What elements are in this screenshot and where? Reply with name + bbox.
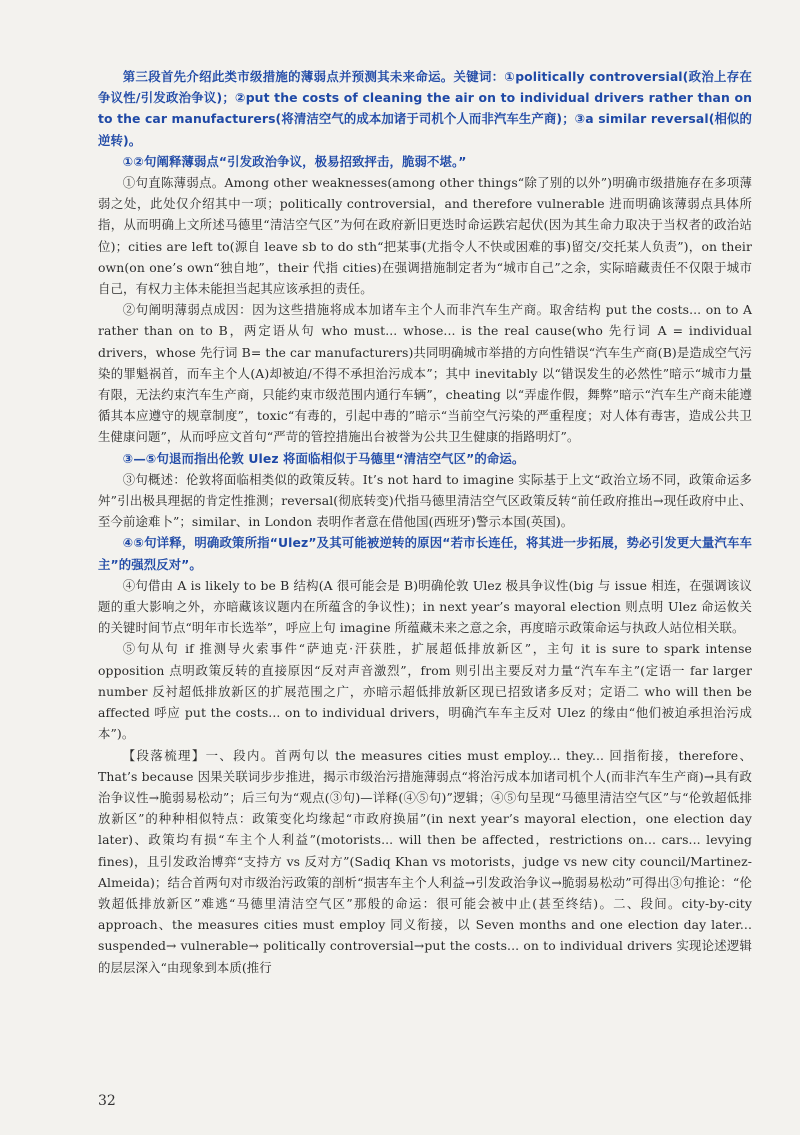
paragraph-sentence-1-2: ①②句阐释薄弱点“引发政治争议，极易招致抨击，脆弱不堪。” bbox=[122, 153, 467, 169]
paragraph-summary-keywords: 第三段首先介绍此类市级措施的薄弱点并预测其未来命运。关键词：①politically controversial(政治上存在争议性/引发政治争议)；②put the costs of cleaning the air on to individual drivers rather than on to the car manufacturers(将清洁空气的成本加诸于司机个人而非汽车生产商)；③a similar reversal(相似的逆转)。 bbox=[98, 69, 752, 148]
paragraph-structure-review: 【段落梳理】一、段内。首两句以 the measures cities must employ... they... 回指衔接，therefore、That’s because 因果关联词步步推进，揭示市级治污措施薄弱点“将治污成本加诸司机个人(而非汽车生产商)→具有政治争议性→脆弱易松动”；后三句为“观点(③句)—详释(④⑤句)”逻辑；④⑤句呈现“马德里清洁空气区”与“伦敦超低排放新区”的种种相似特点：政策变化均缘起“市政府换届”(in next year’s mayoral election，one election day later)、政策均有损“车主个人利益”(motorists... will then be affected，restrictions on... cars... levying fines)，且引发政治博弈“支持方 vs 反对方”(Sadiq Khan vs motorists，judge vs new city council/Martinez-Almeida)；结合首两句对市级治污政策的剖析“损害车主个人利益→引发政治争议→脆弱易松动”可得出③句推论：“伦敦超低排放新区”难逃“马德里清洁空气区”那般的命运：很可能会被中止(甚至终结)。二、段间。city-by-city approach、the measures cities must employ 同义衔接，以 Seven months and one election day later... suspended→ vulnerable→ politically controversial→put the costs... on to individual drivers 实现论述逻辑的层层深入“由现象到本质(推行 bbox=[98, 747, 752, 975]
paragraph-sentence-2: ②句阐明薄弱点成因：因为这些措施将成本加诸车主个人而非汽车生产商。取舍结构 put the costs... on to A rather than on to B，两定语从句 who must... whose... is the real cause(who 先行词 A = individual drivers，whose 先行词 B= the car manufacturers)共同明确城市举措的方向性错误“汽车生产商(B)是造成空气污染的罪魁祸首，而车主个人(A)却被迫/不得不承担治污成本”；其中 inevitably 以“错误发生的必然性”暗示“城市力量有限，无法约束汽车生产商，只能约束市级范围内通行车辆”，cheating 以“弄虚作假，舞弊”暗示“汽车生产商未能遵循其本应遵守的规章制度”，toxic“有毒的，引起中毒的”暗示“当前空气污染的严重程度；对人体有毒害，造成公共卫生健康问题”，从而呼应文首句“严苛的管控措施出台被誉为公共卫生健康的指路明灯”。 bbox=[98, 302, 752, 445]
paragraph-sentence-1: ①句直陈薄弱点。Among other weaknesses(among other things“除了别的以外”)明确市级措施存在多项薄弱之处，此处仅介绍其中一项；politically controversial，and therefore vulnerable 进而明确该薄弱点具体所指，从而明确上文所述马德里“清洁空气区”为何在政府新旧更迭时命运跌宕起伏(因为其生命力取决于当权者的政治站位)；cities are left to(源自 leave sb to do sth“把某事(尤指令人不快或困难的事)留交/交托某人负责”)，on their own(on one’s own“独自地”，their 代指 cities)在强调措施制定者为“城市自己”之余，实际暗藏责任不仅限于城市自己，有权力主体未能担当起其应该承担的责任。 bbox=[98, 175, 752, 297]
paragraph-sentence-4: ④句借由 A is likely to be B 结构(A 很可能会是 B)明确伦敦 Ulez 极具争议性(big 与 issue 相连，在强调该议题的重大影响之外，亦暗藏该议题内在所蕴含的争议性)；in next year’s mayoral election 则点明 Ulez 命运攸关的关键时间节点“明年市长选举”，呼应上句 imagine 所蕴藏未来之意之余，再度暗示政策命运与执政人站位相关联。 bbox=[98, 577, 752, 636]
paragraph-sentence-3-5: ③—⑤句退而指出伦敦 Ulez 将面临相似于马德里“清洁空气区”的命运。 bbox=[122, 450, 525, 466]
paragraph-sentence-3: ③句概述：伦敦将面临相类似的政策反转。It’s not hard to imagine 实际基于上文“政治立场不同，政策命运多舛”引出极具理据的肯定性推测；reversal(彻底转变)代指马德里清洁空气区政策反转“前任政府推出→现任政府中止、至今前途难卜”；similar、in London 表明作者意在借他国(西班牙)警示本国(英国)。 bbox=[98, 471, 752, 530]
page-number: 32 bbox=[98, 1093, 116, 1109]
paragraph-sentence-5: ⑤句从句 if 推测导火索事件“萨迪克·汗获胜，扩展超低排放新区”，主句 it is sure to spark intense opposition 点明政策反转的直接原因“反对声音激烈”，from 则引出主要反对力量“汽车车主”(定语一 far larger number 反衬超低排放新区的扩展范围之广，亦暗示超低排放新区现已招致诸多反对；定语二 who will then be affected 呼应 put the costs... on to individual drivers，明确汽车车主反对 Ulez 的缘由“他们被迫承担治污成本”)。 bbox=[98, 641, 752, 742]
paragraph-sentence-4-5: ④⑤句详释，明确政策所指“Ulez”及其可能被逆转的原因“若市长连任，将其进一步拓展，势必引发更大量汽车车主”的强烈反对”。 bbox=[98, 535, 752, 572]
